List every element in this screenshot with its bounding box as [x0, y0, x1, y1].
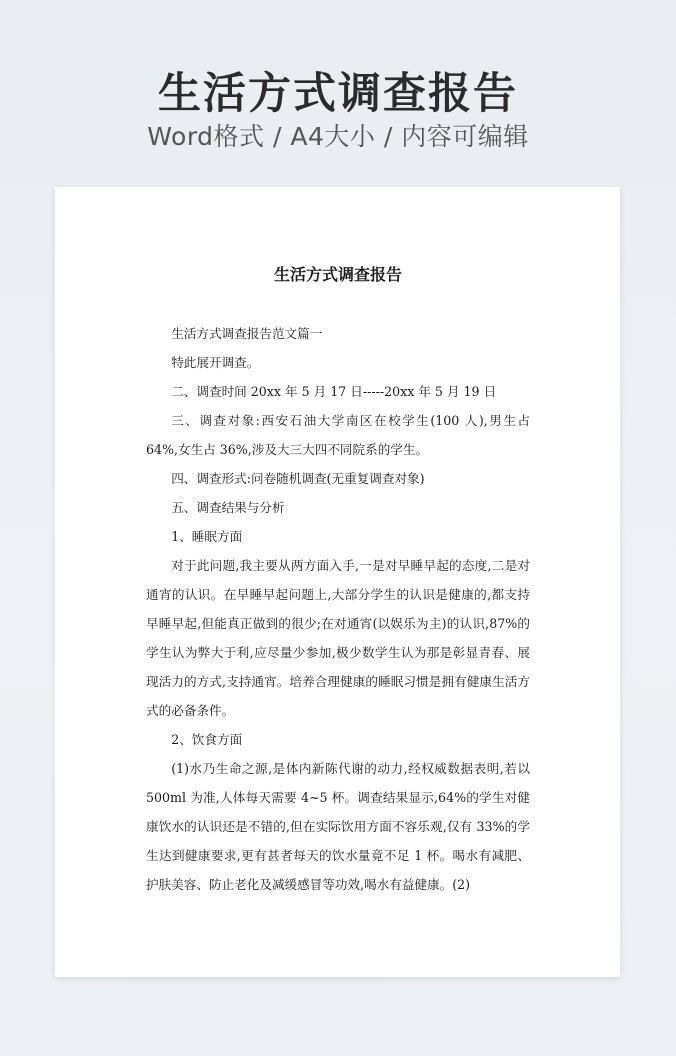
document-body [146, 319, 530, 899]
paragraph-section-results: 五、调查结果与分析 [171, 500, 285, 515]
document-page [55, 187, 620, 977]
document-title: 生活方式调查报告 [273, 265, 402, 284]
paragraph-heading: 生活方式调查报告范文篇一 [171, 326, 323, 341]
paragraph-diet-heading: 2、饮食方面 [171, 732, 243, 747]
paragraph-diet-body: (1)水乃生命之源,是体内新陈代谢的动力,经权威数据表明,若以 500ml 为准,人体每天需要 4~5 杯。调查结果显示,64%的学生对健康饮水的认识还是不错的,但在实际饮用方面不容乐观,仅有 33%的学生达到健康要求,更有甚者每天的饮水量竟不足 1 杯。喝水有减肥、护肤美容、防止老化及减缓感冒等功效,喝水有益健康。(2) [146, 761, 530, 892]
paragraph-survey-time: 二、调查时间 20xx 年 5 月 17 日-----20xx 年 5 月 19 日 [171, 384, 497, 399]
paragraph-survey-subjects: 三、调查对象:西安石油大学南区在校学生(100 人),男生占 64%,女生占 36%,涉及大三大四不同院系的学生。 [146, 413, 530, 457]
banner-title: 生活方式调查报告 [158, 69, 518, 119]
paragraph-sleep-heading: 1、睡眠方面 [171, 529, 243, 544]
paragraph-sleep-body: 对于此问题,我主要从两方面入手,一是对早睡早起的态度,二是对通宵的认识。在早睡早起问题上,大部分学生的认识是健康的,都支持早睡早起,但能真正做到的很少;在对通宵(以娱乐为主)的认识,87%的学生认为弊大于利,应尽量少参加,极少数学生认为那是彰显青春、展现活力的方式,支持通宵。培养合理健康的睡眠习惯是拥有健康生活方式的必备条件。 [146, 558, 530, 718]
paragraph: 特此展开调查。 [171, 355, 260, 370]
banner-subtitle: Word格式 / A4大小 / 内容可编辑 [147, 122, 529, 151]
paragraph-survey-form: 四、调查形式:问卷随机调查(无重复调查对象) [171, 471, 425, 486]
